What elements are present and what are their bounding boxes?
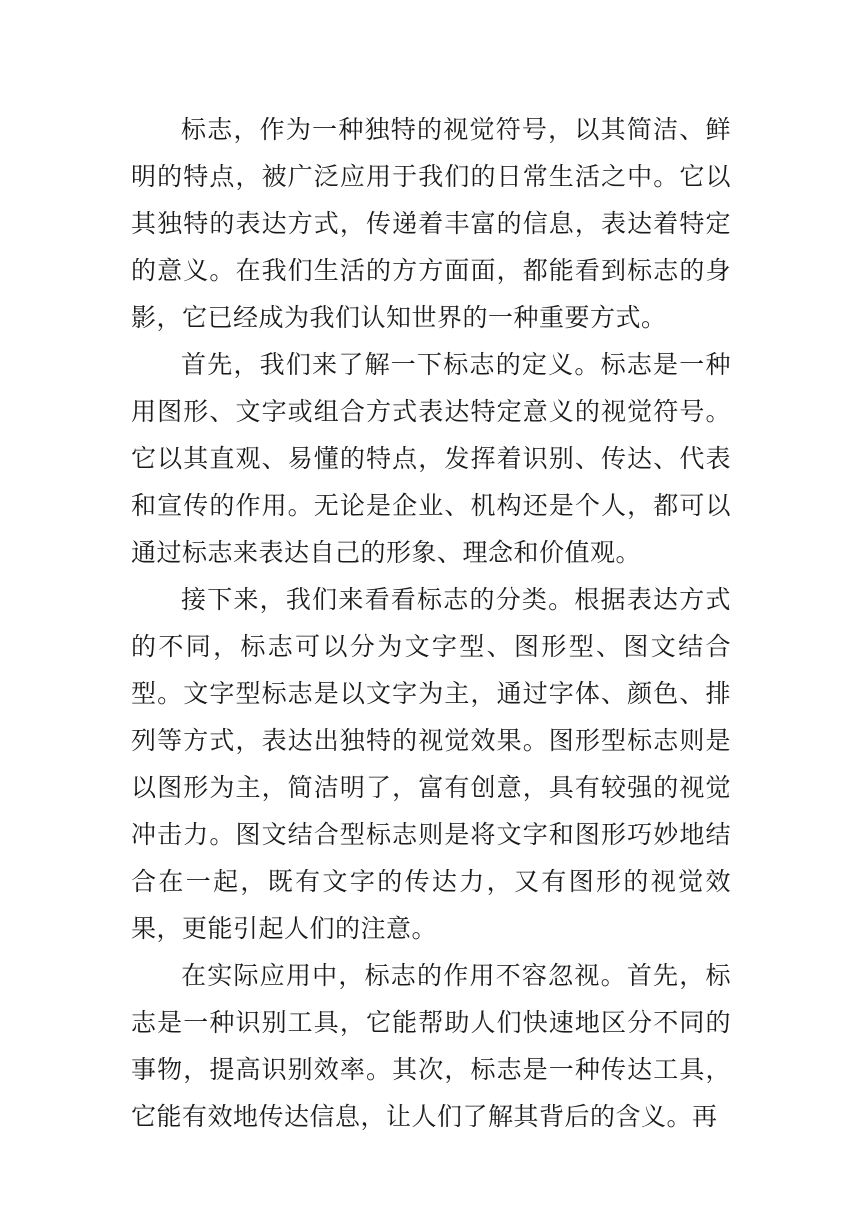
- paragraph-classification: 接下来，我们来看看标志的分类。根据表达方式的不同，标志可以分为文字型、图形型、图文结合型。文字型标志是以文字为主，通过字体、颜色、排列等方式，表达出独特的视觉效果。图形型标志则是以图形为主，简洁明了，富有创意，具有较强的视觉冲击力。图文结合型标志则是将文字和图形巧妙地结合在一起，既有文字的传达力，又有图形的视觉效果，更能引起人们的注意。: [131, 585, 731, 943]
- paragraph-application: 在实际应用中，标志的作用不容忽视。首先，标志是一种识别工具，它能帮助人们快速地区分不同的事物，提高识别效率。其次，标志是一种传达工具，它能有效地传达信息，让人们了解其背后的含义。再: [131, 961, 731, 1131]
- document-body: [131, 106, 731, 1140]
- paragraph-definition: 首先，我们来了解一下标志的定义。标志是一种用图形、文字或组合方式表达特定意义的视觉符号。它以其直观、易懂的特点，发挥着识别、传达、代表和宣传的作用。无论是企业、机构还是个人，都可以通过标志来表达自己的形象、理念和价值观。: [131, 350, 731, 567]
- paragraph-intro: 标志，作为一种独特的视觉符号，以其简洁、鲜明的特点，被广泛应用于我们的日常生活之中。它以其独特的表达方式，传递着丰富的信息，表达着特定的意义。在我们生活的方方面面，都能看到标志的身影，它已经成为我们认知世界的一种重要方式。: [131, 115, 731, 332]
